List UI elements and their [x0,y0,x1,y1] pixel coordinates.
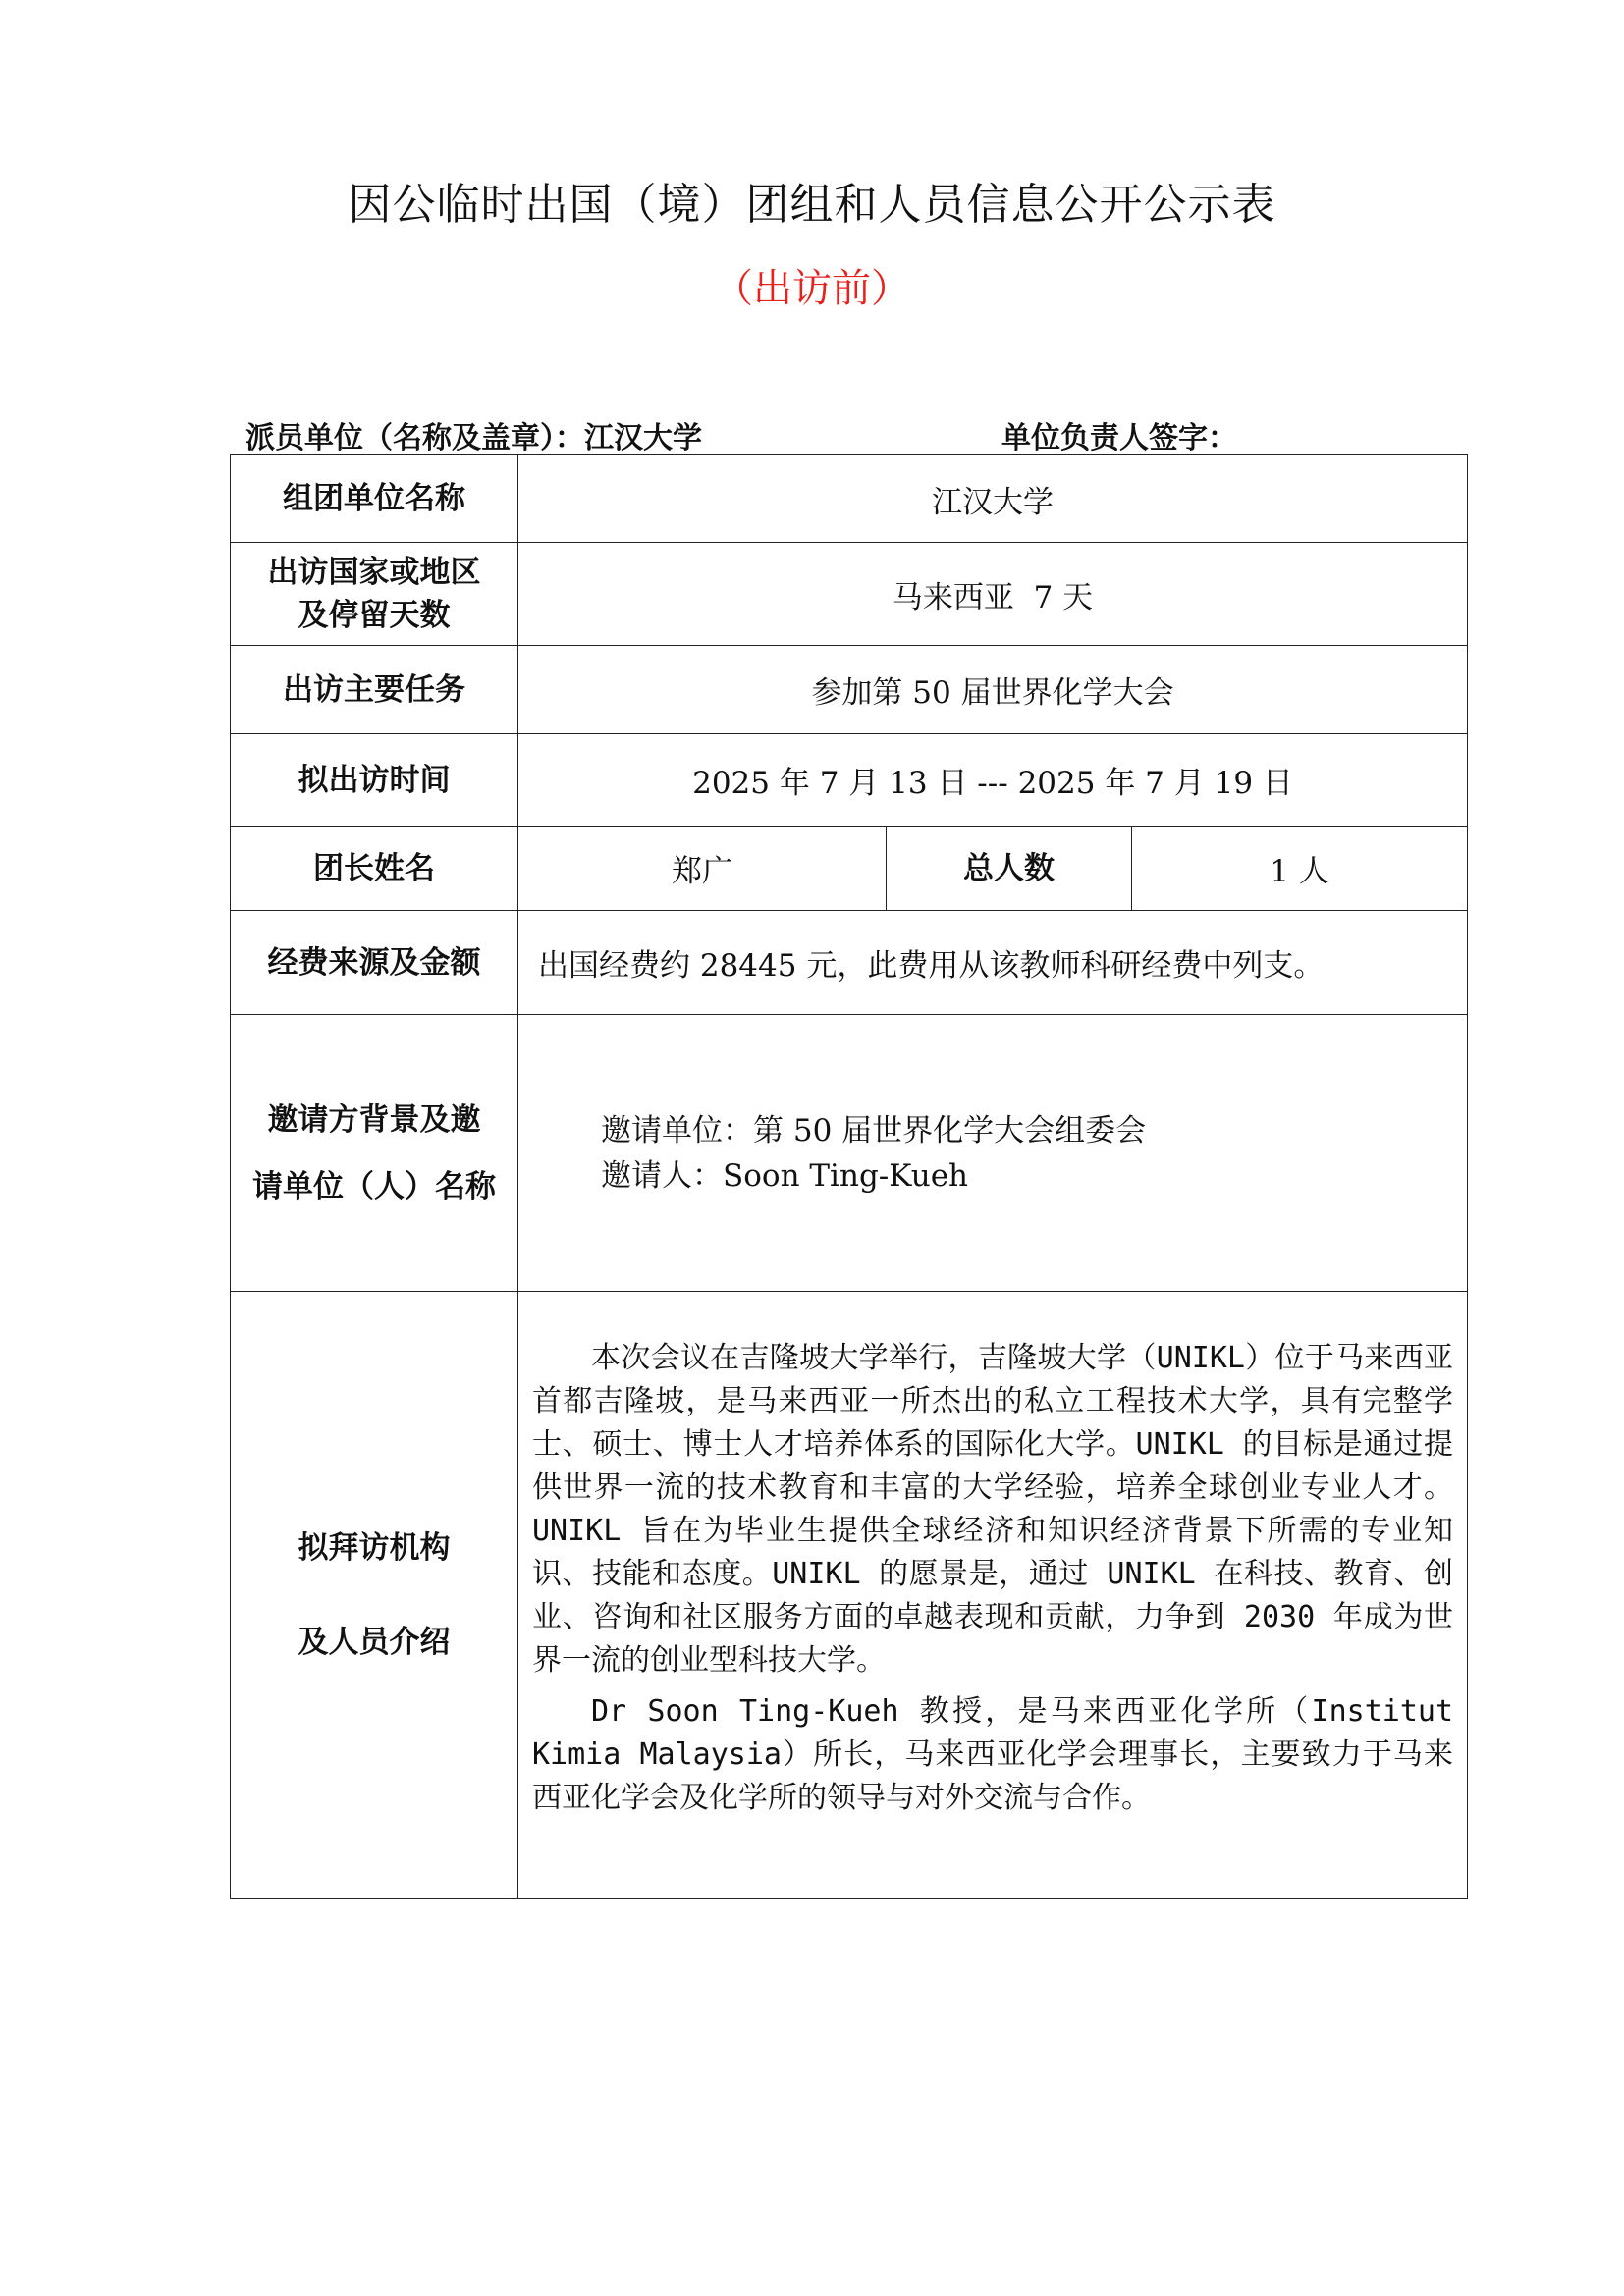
task-value: 参加第 50 届世界化学大会 [518,646,1468,734]
visit-paragraph-2: Dr Soon Ting-Kueh 教授，是马来西亚化学所（Institut Kimia Malaysia）所长，马来西亚化学会理事长，主要致力于马来西亚化学会及化学所的领导与对外交流与合作。 [532,1694,1454,1815]
info-table [230,454,1468,1899]
inviter-label-line2: 请单位（人）名称 [252,1168,496,1204]
count-label: 总人数 [887,827,1132,911]
visit-value [518,1292,1468,1899]
leader-label: 团长姓名 [231,827,518,911]
group-unit-value: 江汉大学 [518,455,1468,543]
visit-label-line2: 及人员介绍 [298,1625,451,1660]
sending-unit-line [245,413,702,456]
sending-unit-label: 派员单位（名称及盖章）： [245,421,584,455]
table-row-group-unit [231,455,1468,543]
funding-label: 经费来源及金额 [231,911,518,1015]
table-row-funding [231,911,1468,1015]
visit-label-line1: 拟拜访机构 [298,1530,451,1566]
document-title: 因公临时出国（境）团组和人员信息公开公示表 [348,180,1276,230]
destination-value: 马来西亚 7 天 [518,543,1468,646]
sending-unit-value: 江汉大学 [584,421,702,455]
count-value: 1 人 [1132,827,1468,911]
visit-label [231,1292,518,1899]
table-row-task [231,646,1468,734]
funding-value: 出国经费约 28445 元，此费用从该教师科研经费中列支。 [518,911,1468,1015]
table-row-visit [231,1292,1468,1899]
document-subtitle: （出访前） [714,266,910,311]
task-label: 出访主要任务 [231,646,518,734]
time-label: 拟出访时间 [231,734,518,827]
inviter-person-line: 邀请人：Soon Ting-Kueh [601,1157,969,1194]
table-row-destination [231,543,1468,646]
group-unit-label: 组团单位名称 [231,455,518,543]
destination-label-line1: 出访国家或地区 [267,555,481,590]
inviter-value [518,1015,1468,1292]
leader-value: 郑广 [518,827,887,911]
destination-label-line2: 及停留天数 [298,598,451,633]
time-value: 2025 年 7 月 13 日 --- 2025 年 7 月 19 日 [518,734,1468,827]
table-row-leader [231,827,1468,911]
table-row-time [231,734,1468,827]
inviter-label [231,1015,518,1292]
visit-paragraph-1: 本次会议在吉隆坡大学举行，吉隆坡大学（UNIKL）位于马来西亚首都吉隆坡，是马来西亚一所杰出的私立工程技术大学，具有完整学士、硕士、博士人才培养体系的国际化大学。UNIKL 的目标是通过提供世界一流的技术教育和丰富的大学经验，培养全球创业专业人才。UNIKL 旨在为毕业生提供全球经济和知识经济背景下所需的专业知识、技能和态度。UNIKL 的愿景是，通过 UNIKL 在科技、教育、创业、咨询和社区服务方面的卓越表现和贡献，力争到 2030 年成为世界一流的创业型科技大学。 [532,1341,1454,1678]
signature-label: 单位负责人签字： [1001,421,1237,455]
inviter-label-line1: 邀请方背景及邀 [267,1101,481,1138]
inviter-unit-line: 邀请单位：第 50 届世界化学大会组委会 [601,1112,1147,1148]
table-row-inviter [231,1015,1468,1292]
destination-label [231,543,518,646]
